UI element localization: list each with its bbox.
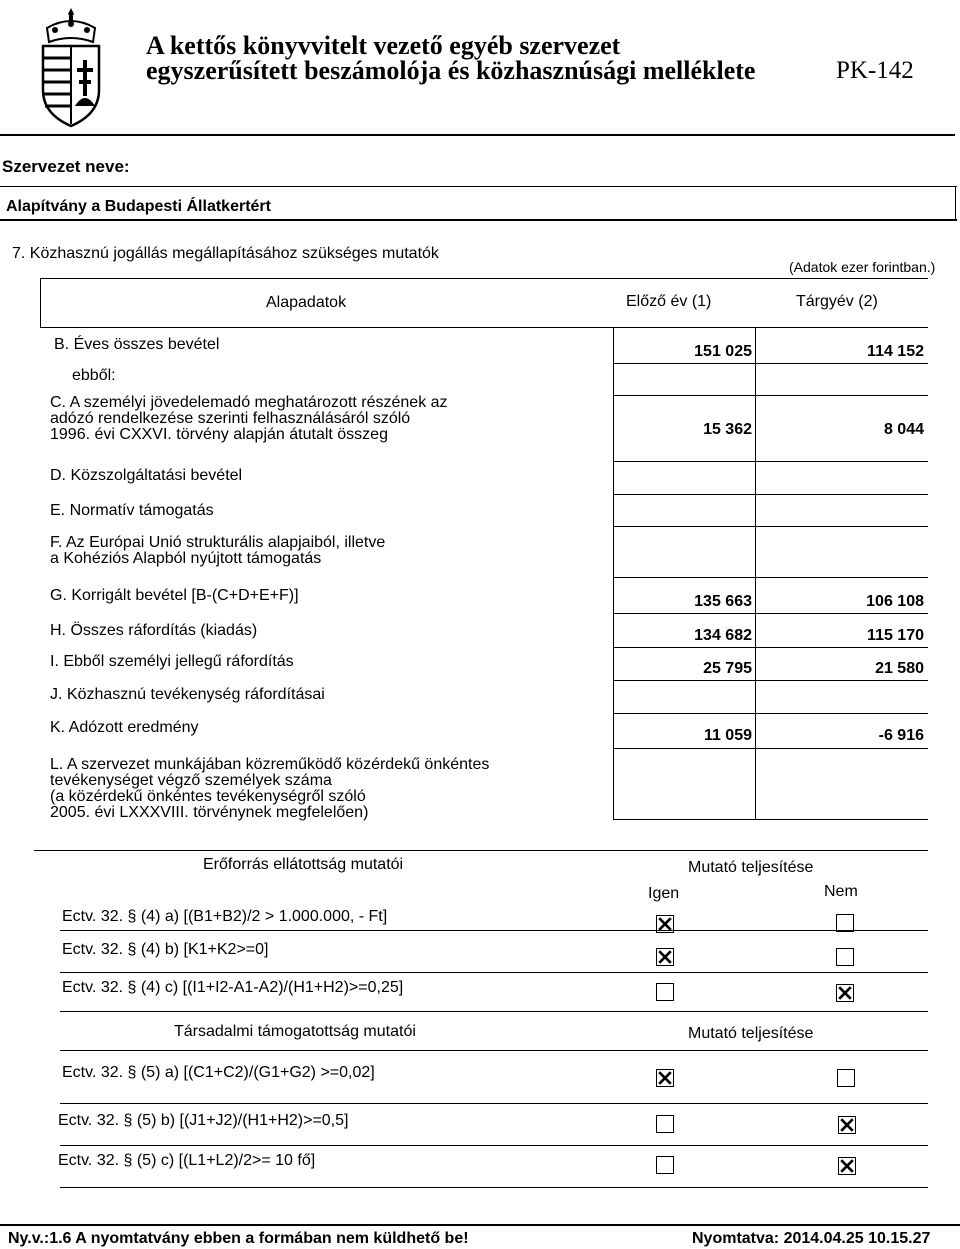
section-title: 7. Közhasznú jogállás megállapításához szükséges mutatók xyxy=(12,245,439,262)
org-box-bottom xyxy=(0,219,957,221)
row-c-line xyxy=(613,461,928,462)
row-f-line2: a Kohéziós Alapból nyújtott támogatás xyxy=(50,550,322,567)
footer-left: Ny.v.:1.6 A nyomtatvány ebben a formában nem küldhető be! xyxy=(8,1230,469,1247)
row-d-line xyxy=(613,494,928,495)
row-b-sub: ebből: xyxy=(72,367,116,384)
row-k-curr: -6 916 xyxy=(878,727,924,744)
resource-3-no-checkbox[interactable] xyxy=(836,984,854,1002)
checkmark-x-icon xyxy=(657,1070,673,1086)
row-l-line3: (a közérdekű önkéntes tevékenységről szóló xyxy=(50,788,366,805)
row-l-line2: tevékenységet végző személyek száma xyxy=(50,772,332,789)
row-b-line xyxy=(613,363,928,364)
coat-of-arms-logo xyxy=(35,6,107,130)
row-h-line xyxy=(613,647,928,648)
form-code: PK-142 xyxy=(836,57,914,84)
row-e-label: E. Normatív támogatás xyxy=(50,502,214,519)
checkmark-x-icon xyxy=(837,985,853,1001)
row-i-line xyxy=(613,680,928,681)
col-sep-prev-right xyxy=(755,327,756,820)
social-item-3-label: Ectv. 32. § (5) c) [(L1+L2)/2>= 10 fő] xyxy=(58,1152,316,1169)
row-l-line1: L. A szervezet munkájában közreműködő közérdekű önkéntes xyxy=(50,756,490,773)
social-3-no-checkbox[interactable] xyxy=(838,1157,856,1175)
resource-item-3-line xyxy=(60,1011,928,1012)
unit-note: (Adatok ezer forintban.) xyxy=(789,259,936,275)
resource-2-yes-checkbox[interactable] xyxy=(656,948,674,966)
title-line-2: egyszerűsített beszámolója és közhasznúsági melléklete xyxy=(146,56,756,85)
social-header-line xyxy=(60,1050,928,1051)
org-box-right xyxy=(955,186,956,220)
resource-item-2-line xyxy=(60,972,928,973)
org-name-value: Alapítvány a Budapesti Állatkertért xyxy=(6,198,271,215)
row-g-label: G. Korrigált bevétel [B-(C+D+E+F)] xyxy=(50,587,299,604)
row-b-label: B. Éves összes bevétel xyxy=(54,336,220,353)
checkmark-x-icon xyxy=(657,949,673,965)
resources-col-heading: Mutató teljesítése xyxy=(688,859,814,876)
row-l-line xyxy=(613,819,928,820)
title-line-1: A kettős könyvvitelt vezető egyéb szervezet xyxy=(146,31,621,60)
row-d-label: D. Közszolgáltatási bevétel xyxy=(50,467,243,484)
row-h-prev: 134 682 xyxy=(694,627,752,644)
checkmark-x-icon xyxy=(839,1158,855,1174)
row-l-line4: 2005. évi LXXXVIII. törvénynek megfelelően) xyxy=(50,804,369,821)
row-g-prev: 135 663 xyxy=(694,593,752,610)
checkmark-x-icon xyxy=(839,1117,855,1133)
row-g-curr: 106 108 xyxy=(866,593,924,610)
row-g-line xyxy=(613,613,928,614)
row-k-label: K. Adózott eredmény xyxy=(50,719,199,736)
row-j-line xyxy=(613,713,928,714)
row-k-prev: 11 059 xyxy=(703,727,752,744)
footer-divider xyxy=(0,1224,960,1226)
row-h-label: H. Összes ráfordítás (kiadás) xyxy=(50,622,258,639)
row-b-prev: 151 025 xyxy=(694,343,752,360)
resource-item-1-line xyxy=(60,930,928,931)
row-h-curr: 115 170 xyxy=(867,627,924,644)
row-f-line xyxy=(613,577,928,578)
social-item-1-label: Ectv. 32. § (5) a) [(C1+C2)/(G1+G2) >=0,02] xyxy=(62,1064,375,1081)
col-sep-prev-left xyxy=(613,327,614,820)
social-item-1-line xyxy=(60,1103,928,1104)
resource-1-yes-checkbox[interactable] xyxy=(656,915,674,933)
col-header-prev: Előző év (1) xyxy=(626,293,712,310)
social-item-3-line xyxy=(60,1187,928,1188)
resource-1-no-checkbox[interactable] xyxy=(836,914,854,932)
resource-3-yes-checkbox[interactable] xyxy=(656,983,674,1001)
row-b-curr: 114 152 xyxy=(867,343,924,360)
resource-2-no-checkbox[interactable] xyxy=(836,948,854,966)
social-1-no-checkbox[interactable] xyxy=(837,1069,855,1087)
org-box-top xyxy=(0,186,957,187)
row-f-line1: F. Az Európai Unió strukturális alapjaiból, illetve xyxy=(50,534,386,551)
footer-right: Nyomtatva: 2014.04.25 10.15.27 xyxy=(692,1230,931,1247)
row-c-top-line xyxy=(613,395,928,396)
row-c-line1: C. A személyi jövedelemadó meghatározott részének az xyxy=(50,394,448,411)
row-k-line xyxy=(613,748,928,749)
resource-item-3-label: Ectv. 32. § (4) c) [(I1+I2-A1-A2)/(H1+H2)>=0,25] xyxy=(62,979,404,996)
col-header-no: Nem xyxy=(824,883,858,900)
social-item-2-label: Ectv. 32. § (5) b) [(J1+J2)/(H1+H2)>=0,5] xyxy=(58,1112,349,1129)
table-top-border xyxy=(40,278,928,279)
row-c-curr: 8 044 xyxy=(883,421,924,438)
col-header-yes: Igen xyxy=(648,885,680,902)
social-3-yes-checkbox[interactable] xyxy=(656,1156,674,1174)
col-header-curr: Tárgyév (2) xyxy=(796,293,878,310)
social-2-yes-checkbox[interactable] xyxy=(656,1115,674,1133)
table-header-bottom xyxy=(40,327,928,328)
checkmark-x-icon xyxy=(657,916,673,932)
row-c-line3: 1996. évi CXXVI. törvény alapján átutalt összeg xyxy=(50,426,388,443)
table-left-border xyxy=(40,278,41,328)
resource-item-1-label: Ectv. 32. § (4) a) [(B1+B2)/2 > 1.000.000, - Ft] xyxy=(62,908,388,925)
col-header-base: Alapadatok xyxy=(266,294,347,311)
row-i-prev: 25 795 xyxy=(703,660,752,677)
row-c-prev: 15 362 xyxy=(703,421,752,438)
row-c-line2: adózó rendelkezése szerinti felhasználásáról szóló xyxy=(50,410,411,427)
social-2-no-checkbox[interactable] xyxy=(838,1116,856,1134)
org-name-label: Szervezet neve: xyxy=(2,157,130,176)
social-col-heading: Mutató teljesítése xyxy=(688,1025,814,1042)
resource-item-2-label: Ectv. 32. § (4) b) [K1+K2>=0] xyxy=(62,941,269,958)
resources-top-border xyxy=(34,850,928,851)
social-heading: Társadalmi támogatottság mutatói xyxy=(174,1023,416,1040)
social-1-yes-checkbox[interactable] xyxy=(656,1069,674,1087)
row-j-label: J. Közhasznú tevékenység ráfordításai xyxy=(50,686,325,703)
row-e-line xyxy=(613,526,928,527)
resources-heading: Erőforrás ellátottság mutatói xyxy=(203,856,404,873)
social-item-2-line xyxy=(60,1145,928,1146)
header-divider xyxy=(0,134,955,136)
row-i-label: I. Ebből személyi jellegű ráfordítás xyxy=(50,653,294,670)
row-i-curr: 21 580 xyxy=(875,660,924,677)
